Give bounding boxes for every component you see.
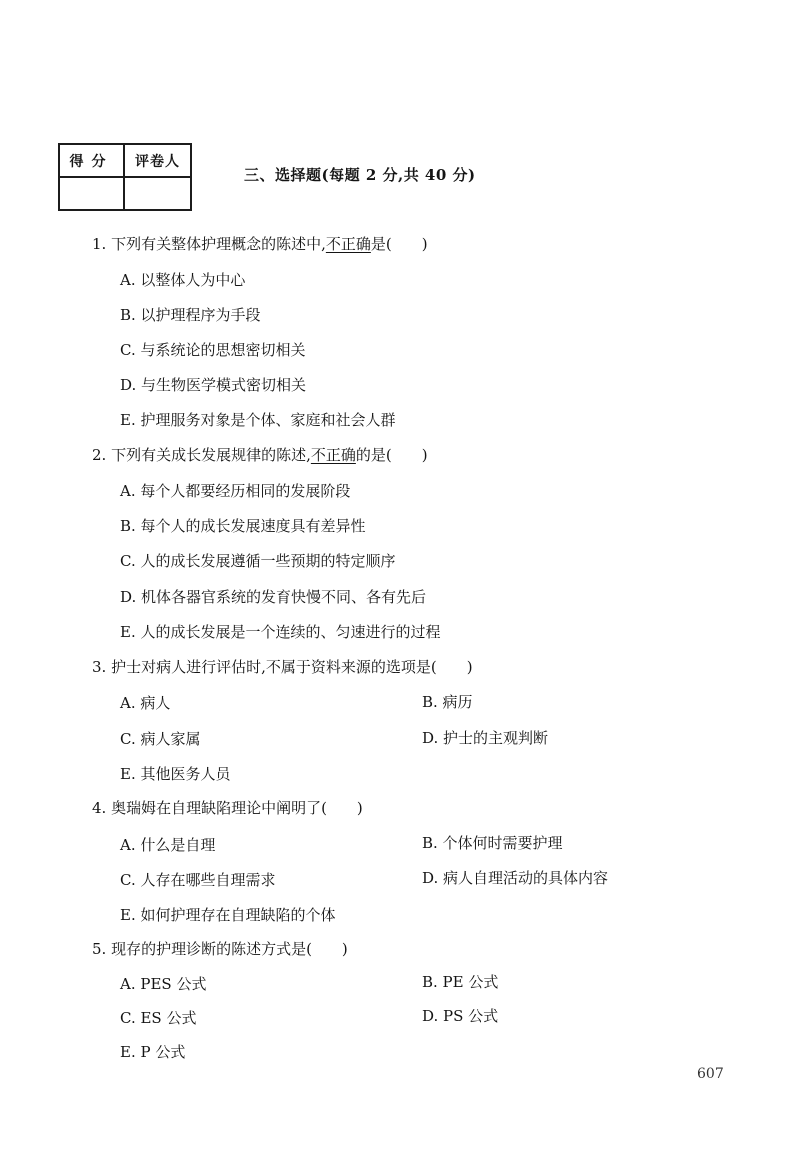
section-title: 三、选择题(每题 2 分,共 40 分) — [244, 166, 476, 184]
question-5-option-d: D. PS 公式 — [422, 1007, 499, 1025]
question-3-option-c: C. 病人家属 — [120, 730, 201, 748]
question-3-option-a: A. 病人 — [120, 694, 171, 712]
question-1-stem — [92, 233, 428, 254]
question-1-option-b: B. 以护理程序为手段 — [120, 306, 261, 324]
question-3-option-e: E. 其他医务人员 — [120, 765, 231, 783]
score-box — [58, 143, 192, 211]
question-5-option-e: E. P 公式 — [120, 1043, 186, 1061]
question-4-option-c: C. 人存在哪些自理需求 — [120, 871, 276, 889]
question-2-option-e: E. 人的成长发展是一个连续的、匀速进行的过程 — [120, 623, 441, 641]
question-1-stem-end: 是( ) — [370, 235, 428, 253]
question-2-stem-end: 的是( ) — [355, 446, 428, 464]
page-number: 607 — [697, 1066, 724, 1082]
question-3-stem: 3. 护士对病人进行评估时,不属于资料来源的选项是( ) — [92, 658, 473, 676]
score-field[interactable] — [60, 178, 125, 209]
question-2-option-b: B. 每个人的成长发展速度具有差异性 — [120, 517, 366, 535]
question-1-option-e: E. 护理服务对象是个体、家庭和社会人群 — [120, 411, 396, 429]
question-2-option-c: C. 人的成长发展遵循一些预期的特定顺序 — [120, 552, 396, 570]
grader-field[interactable] — [125, 178, 190, 209]
grader-label: 评卷人 — [125, 145, 190, 178]
question-4-option-e: E. 如何护理存在自理缺陷的个体 — [120, 906, 336, 924]
score-label: 得分 — [60, 145, 125, 178]
question-4-option-b: B. 个体何时需要护理 — [422, 834, 563, 852]
question-4-option-d: D. 病人自理活动的具体内容 — [422, 869, 609, 887]
question-3-option-b: B. 病历 — [422, 693, 473, 711]
question-2-underlined: 不正确 — [310, 446, 356, 464]
question-1-option-a: A. 以整体人为中心 — [120, 271, 246, 289]
question-1-option-c: C. 与系统论的思想密切相关 — [120, 341, 306, 359]
question-5-option-a: A. PES 公式 — [120, 975, 207, 993]
question-2-option-d: D. 机体各器官系统的发育快慢不同、各有先后 — [120, 588, 427, 606]
question-2-stem-text: 2. 下列有关成长发展规律的陈述, — [92, 446, 311, 464]
question-2-option-a: A. 每个人都要经历相同的发展阶段 — [120, 482, 351, 500]
question-1-underlined: 不正确 — [325, 235, 371, 253]
question-2-stem — [92, 444, 428, 465]
question-3-option-d: D. 护士的主观判断 — [422, 729, 549, 747]
question-5-option-b: B. PE 公式 — [422, 973, 499, 991]
question-1-option-d: D. 与生物医学模式密切相关 — [120, 376, 307, 394]
question-5-stem: 5. 现存的护理诊断的陈述方式是( ) — [92, 940, 348, 958]
question-5-option-c: C. ES 公式 — [120, 1009, 197, 1027]
question-4-stem: 4. 奥瑞姆在自理缺陷理论中阐明了( ) — [92, 799, 363, 817]
question-1-stem-text: 1. 下列有关整体护理概念的陈述中, — [92, 235, 326, 253]
question-4-option-a: A. 什么是自理 — [120, 836, 216, 854]
